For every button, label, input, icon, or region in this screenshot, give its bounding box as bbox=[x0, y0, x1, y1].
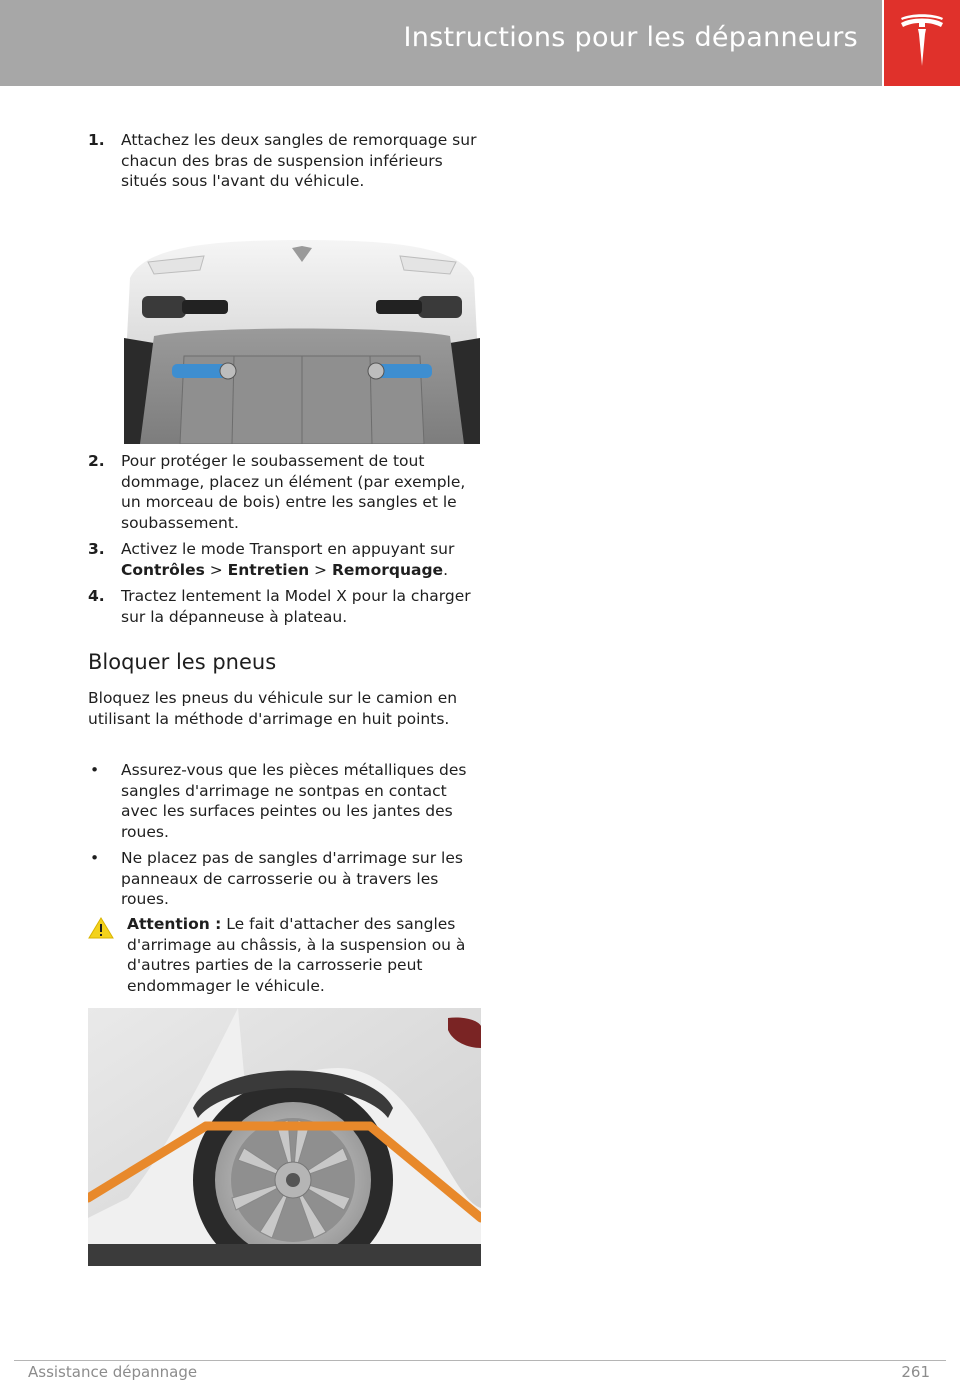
step-text: Activez le mode Transport en appuyant sur bbox=[121, 540, 455, 558]
page-number: 261 bbox=[901, 1363, 930, 1381]
step-3 bbox=[88, 539, 480, 580]
menu-separator: > bbox=[309, 560, 332, 579]
step-number: 1. bbox=[88, 131, 105, 149]
section-intro: Bloquez les pneus du véhicule sur le camion en utilisant la méthode d'arrimage en huit points. bbox=[88, 689, 458, 728]
bullet-text: Assurez-vous que les pièces métalliques des sangles d'arrimage ne sontpas en contact avec les surfaces peintes ou les jantes des roues. bbox=[121, 761, 467, 841]
menu-item-remorquage: Remorquage bbox=[331, 560, 444, 579]
step-4 bbox=[88, 586, 480, 627]
front-underbody-image bbox=[124, 238, 480, 444]
step-text-end: . bbox=[443, 560, 448, 579]
section-heading: Bloquer les pneus bbox=[88, 650, 277, 674]
wheel-tiedown-image bbox=[88, 1008, 481, 1266]
footer-divider bbox=[14, 1360, 946, 1361]
bullet-text: Ne placez pas de sangles d'arrimage sur les panneaux de carrosserie ou à travers les roues. bbox=[121, 849, 463, 908]
list-item bbox=[88, 760, 480, 842]
bullet-list bbox=[88, 760, 480, 916]
step-text: Pour protéger le soubassement de tout dommage, placez un élément (par exemple, un morceau de bois) entre les sangles et le soubassement. bbox=[121, 452, 466, 532]
step-text: Attachez les deux sangles de remorquage sur chacun des bras de suspension inférieurs situés sous l'avant du véhicule. bbox=[121, 131, 477, 190]
step-number: 4. bbox=[88, 587, 105, 605]
steps-list-part2 bbox=[88, 451, 480, 633]
step-2 bbox=[88, 451, 480, 533]
menu-item-entretien: Entretien bbox=[227, 560, 310, 579]
brand-badge bbox=[884, 0, 960, 86]
footer-section-name: Assistance dépannage bbox=[28, 1363, 198, 1381]
warning-triangle-icon bbox=[88, 917, 114, 939]
warning-text: Le fait d'attacher des sangles d'arrimage au châssis, à la suspension ou à d'autres parties de la carrosserie peut endommager le véhicule. bbox=[127, 915, 466, 995]
bullet-icon: • bbox=[90, 761, 100, 779]
page-title: Instructions pour les dépanneurs bbox=[403, 22, 858, 53]
step-number: 2. bbox=[88, 452, 105, 470]
tesla-logo-icon bbox=[899, 14, 945, 72]
warning-label: Attention : bbox=[127, 915, 222, 933]
step-text: Tractez lentement la Model X pour la charger sur la dépanneuse à plateau. bbox=[121, 587, 471, 626]
list-item bbox=[88, 848, 480, 910]
step-number: 3. bbox=[88, 540, 105, 558]
menu-item-controles: Contrôles bbox=[121, 560, 205, 579]
steps-list-part1 bbox=[88, 130, 480, 198]
bullet-icon: • bbox=[90, 849, 100, 867]
page-header bbox=[0, 0, 882, 86]
step-1 bbox=[88, 130, 480, 192]
warning-note bbox=[88, 914, 480, 996]
menu-separator: > bbox=[204, 560, 228, 579]
